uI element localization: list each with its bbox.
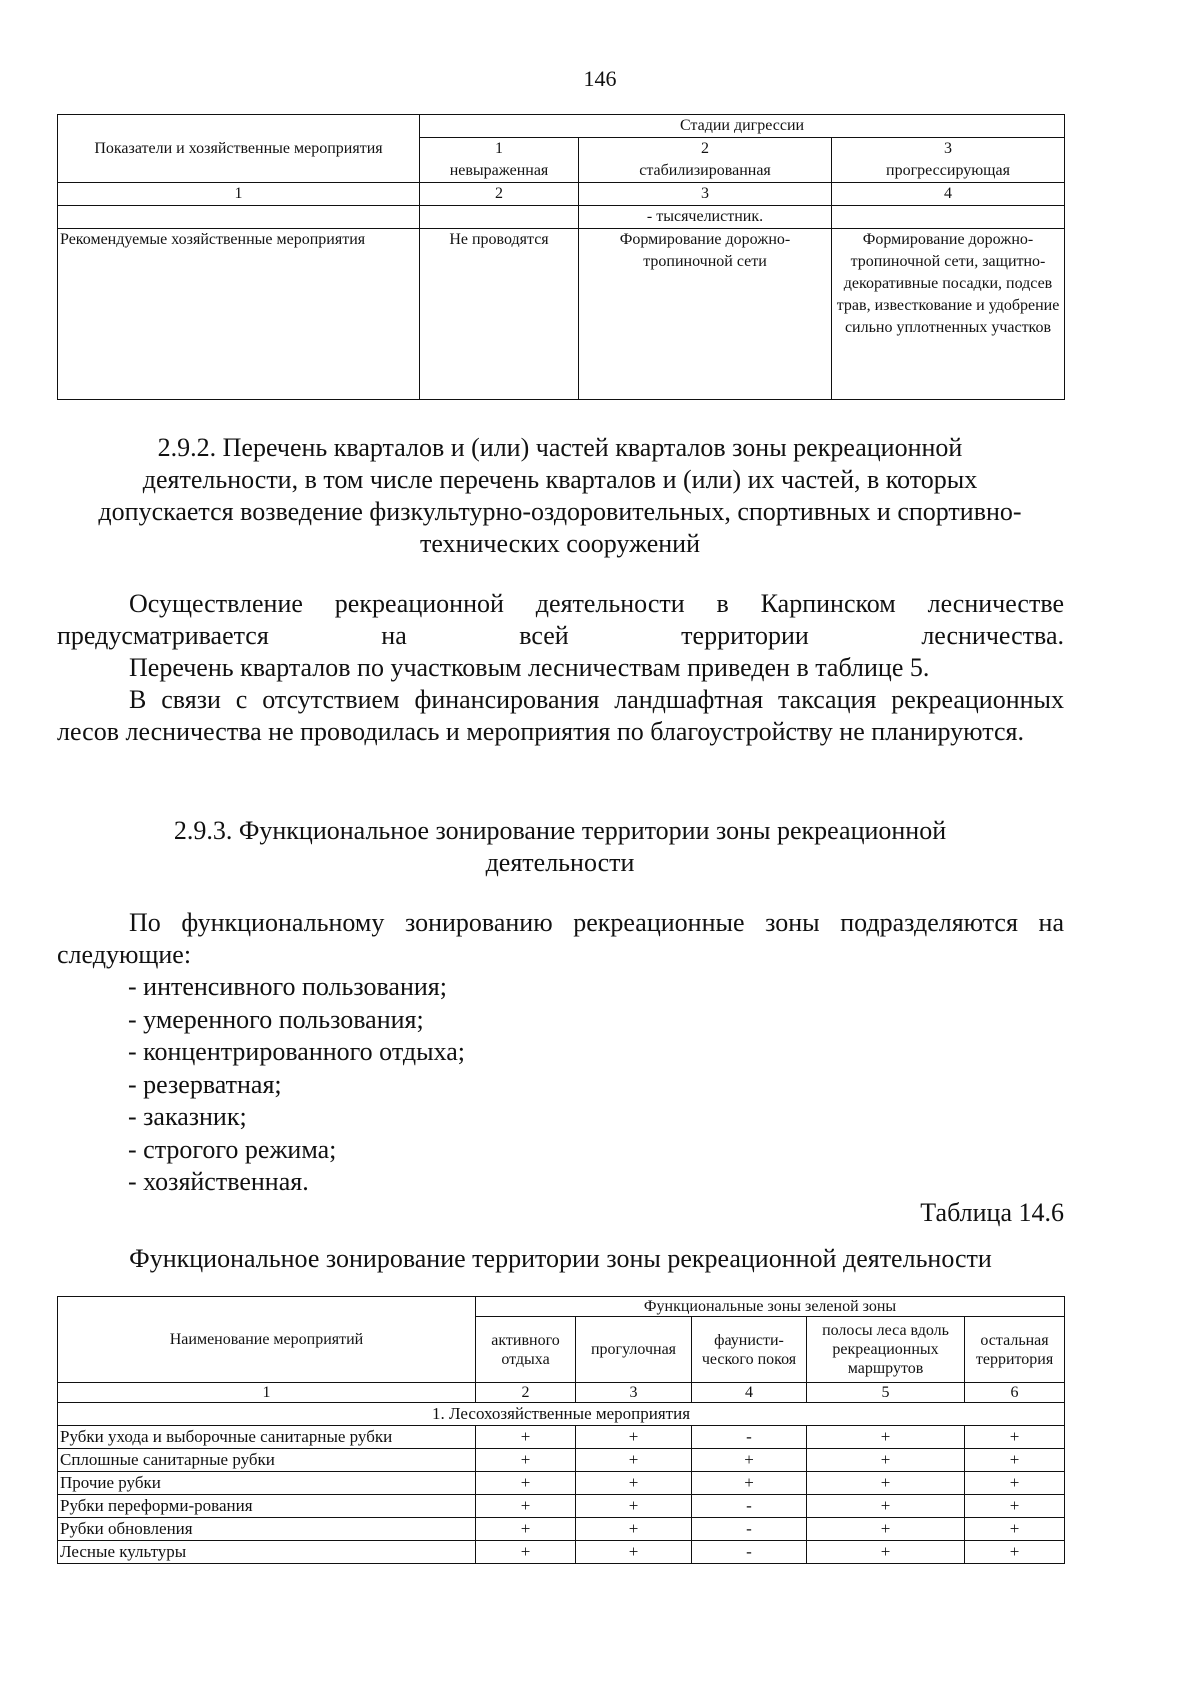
list-item: - интенсивного пользования; [128, 972, 447, 1001]
paragraph-quarters-list: Перечень кварталов по участковым лесничествам приведен в таблице 5. [129, 653, 930, 682]
paragraph-zoning-intro: По функциональному зонированию рекреационные зоны подразделяются на следующие: [57, 908, 1064, 969]
carryover-row [58, 206, 1065, 229]
zone-header: полосы леса вдоль рекреационных маршрутов [807, 1317, 965, 1383]
stage-2-measures: Формирование дорожно-тропиночной сети [579, 229, 832, 400]
zone-header: активного отдыха [476, 1317, 576, 1383]
stage-3-measures: Формирование дорожно-тропиночной сети, защитно-декоративные посадки, подсев трав, известкование и удобрение сильно уплотненных участков [832, 229, 1065, 400]
paragraph-recreation-territory: Осуществление рекреационной деятельности в Карпинском лесничестве предусматривается на всей территории лесничества. [57, 589, 1064, 650]
zones-list [128, 971, 465, 1199]
section-row: 1. Лесохозяйственные мероприятия [58, 1403, 1065, 1426]
header-measure-name: Наименование мероприятий [58, 1297, 476, 1383]
table-row: Рубки ухода и выборочные санитарные рубки + + - + + [58, 1426, 1065, 1449]
section-2-9-2-heading: 2.9.2. Перечень кварталов и (или) частей кварталов зоны рекреационной деятельности, в том числе перечень кварталов и (или) их частей, в которых допускается возведение физкультурно-оздоровительных, спортивных и спортивно-технических сооружений [98, 433, 1022, 558]
header-indicators: Показатели и хозяйственные мероприятия [58, 115, 420, 183]
functional-zoning-table [57, 1296, 1065, 1564]
list-item: - концентрированного отдыха; [128, 1037, 465, 1066]
table-title: Функциональное зонирование территории зоны рекреационной деятельности [129, 1244, 992, 1273]
table-row: Лесные культуры + + - + + [58, 1541, 1065, 1564]
table-row: Рубки обновления + + - + + [58, 1518, 1065, 1541]
page-number: 146 [583, 66, 617, 91]
stage-2-header: 2 стабилизированная [579, 138, 832, 183]
list-item: - хозяйственная. [128, 1167, 309, 1196]
table-label: Таблица 14.6 [920, 1198, 1064, 1227]
list-item: - строгого режима; [128, 1134, 337, 1164]
table-row: Сплошные санитарные рубки + + + + + [58, 1449, 1065, 1472]
header-zones: Функциональные зоны зеленой зоны [476, 1297, 1065, 1317]
stage-1-measures: Не проводятся [420, 229, 579, 400]
carryover-text: - тысячелистник. [579, 206, 832, 229]
list-item: - умеренного пользования; [128, 1004, 424, 1034]
table-row: Прочие рубки + + + + + [58, 1472, 1065, 1495]
list-item: - резерватная; [128, 1069, 282, 1099]
header-stages: Стадии дигрессии [420, 115, 1065, 138]
stage-1-header: 1 невыраженная [420, 138, 579, 183]
table-row [58, 229, 1065, 400]
digression-stages-table [57, 114, 1065, 400]
stage-3-header: 3 прогрессирующая [832, 138, 1065, 183]
column-numbers-row: 1 2 3 4 [58, 183, 1065, 206]
table-row: Рубки переформи-рования + + - + + [58, 1495, 1065, 1518]
column-numbers-row: 1 2 3 4 5 6 [58, 1383, 1065, 1403]
section-2-9-3-heading: 2.9.3. Функциональное зонирование территории зоны рекреационной деятельности [173, 816, 947, 877]
zone-header: прогулочная [576, 1317, 692, 1383]
zone-header: фаунисти-ческого покоя [692, 1317, 807, 1383]
paragraph-funding: В связи с отсутствием финансирования ландшафтная таксация рекреационных лесов лесничества не проводилась и мероприятия по благоустройству не планируются. [57, 685, 1064, 746]
row-label: Рекомендуемые хозяйственные мероприятия [58, 229, 420, 400]
zone-header: остальная территория [965, 1317, 1065, 1383]
list-item: - заказник; [128, 1102, 247, 1131]
